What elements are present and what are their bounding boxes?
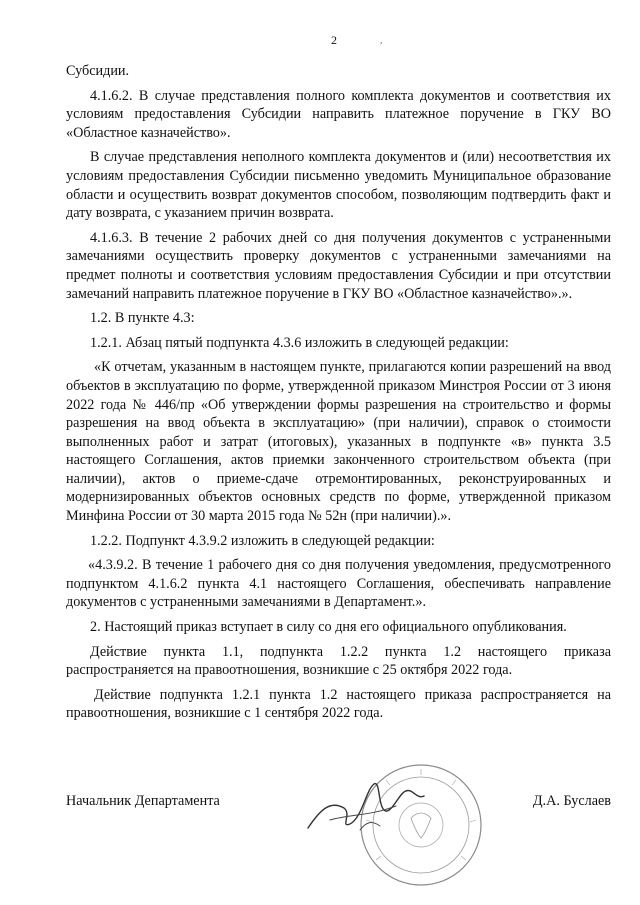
quoted-paragraph: «К отчетам, указанным в настоящем пункте, прилагаются копии разрешений на ввод объектов в эксплуатацию по форме, утвержденной приказом Минстроя России от 3 июня 2022 года № 446/пр «Об утверждении формы разрешения на строительство и формы разрешения на ввод объекта в эксплуатацию» (при наличии), справок о стоимости выполненных работ и затрат (итоговых), указанных в подпункте «в» пункта 3.5 настоящего Соглашения, актов приемки законченного строительством объекта (при наличии), актов о приеме-сдаче отремонтированных, реконструированных и модернизированных объектов основных средств по форме, утвержденной приказом Минфина России от 30 марта 2015 года № 52н (при наличии).». xyxy=(66,359,611,525)
paragraph: 1.2. В пункте 4.3: xyxy=(90,310,195,327)
quoted-paragraph: «4.3.9.2. В течение 1 рабочего дня со дня получения уведомления, предусмотренного подпунктом 4.1.6.2 пункта 4.1 настоящего Соглашения, обеспечивать направление документов с устраненными замечаниями в Департамент.». xyxy=(66,557,611,611)
paragraph: 4.1.6.2. В случае представления полного комплекта документов и соответствия их условиям предоставления Субсидии направить платежное поручение в ГКУ ВО «Областное казначейство». xyxy=(66,87,611,141)
paragraph: В случае представления неполного комплекта документов и (или) несоответствия их условиям предоставления Субсидии письменно уведомить Муниципальное образование области и осуществить возврат документов способом, позволяющим подтвердить факт и дату возврата, с указанием причин возврата. xyxy=(66,149,611,222)
paragraph: Действие подпункта 1.2.1 пункта 1.2 настоящего приказа распространяется на правоотношения, возникшие с 1 сентября 2022 года. xyxy=(66,686,611,722)
signatory-title: Начальник Департамента xyxy=(66,793,220,809)
paragraph: 4.1.6.3. В течение 2 рабочих дней со дня получения документов с устраненными замечаниями осуществить проверку документов с устраненными замечаниями на предмет полноты и соответствия условиям предоставления Субсидии и при отсутствии замечаний направить платежное поручение в ГКУ ВО «Областное казначейство».». xyxy=(66,229,611,302)
paragraph: Действие пункта 1.1, подпункта 1.2.2 пункта 1.2 настоящего приказа распространяется на правоотношения, возникшие с 25 октября 2022 года. xyxy=(66,643,611,679)
signature-block xyxy=(66,793,611,815)
page-number: 2 xyxy=(331,33,337,47)
paragraph: 1.2.2. Подпункт 4.3.9.2 изложить в следующей редакции: xyxy=(90,532,435,549)
paragraph: 1.2.1. Абзац пятый подпункта 4.3.6 изложить в следующей редакции: xyxy=(90,334,509,351)
signatory-name: Д.А. Буслаев xyxy=(532,793,611,809)
document-body xyxy=(66,62,611,729)
paragraph: Субсидии. xyxy=(66,63,130,79)
page-mark: , xyxy=(380,35,383,45)
paragraph: 2. Настоящий приказ вступает в силу со дня его официального опубликования. xyxy=(90,619,567,636)
